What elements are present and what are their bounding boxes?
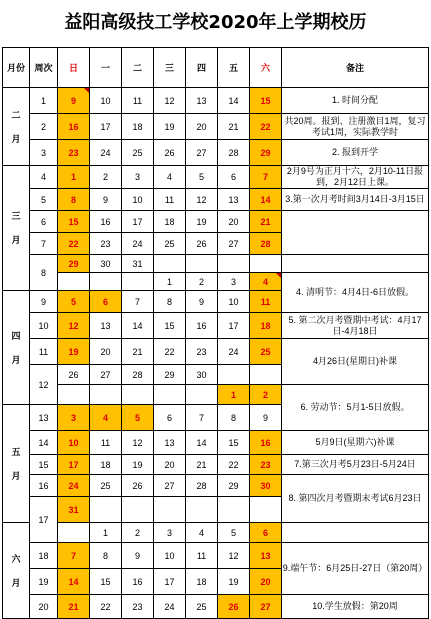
week-number: 2	[30, 114, 58, 140]
day-cell: 25	[250, 339, 282, 365]
day-cell	[250, 365, 282, 385]
week-number: 13	[30, 405, 58, 431]
month-char: 二	[11, 109, 21, 120]
day-cell	[90, 385, 122, 405]
week-number: 6	[30, 211, 58, 233]
day-cell: 4	[250, 273, 282, 291]
day-cell: 26	[186, 233, 218, 255]
day-cell: 29	[154, 365, 186, 385]
month-label	[3, 88, 30, 166]
day-cell: 3	[154, 523, 186, 543]
week-row	[3, 455, 429, 475]
day-cell: 16	[186, 313, 218, 339]
month-char: 六	[11, 553, 21, 564]
day-cell: 25	[90, 475, 122, 497]
day-cell	[186, 385, 218, 405]
day-cell	[122, 273, 154, 291]
week-number: 3	[30, 140, 58, 166]
day-cell: 31	[122, 255, 154, 273]
day-cell: 23	[58, 140, 90, 166]
week-number: 16	[30, 475, 58, 497]
day-cell	[58, 523, 90, 543]
day-cell: 29	[218, 475, 250, 497]
month-char: 月	[11, 235, 21, 245]
day-cell: 20	[154, 455, 186, 475]
day-cell: 8	[154, 291, 186, 313]
day-cell: 18	[122, 114, 154, 140]
day-cell: 14	[218, 88, 250, 114]
week-number: 19	[30, 569, 58, 595]
day-cell: 14	[250, 189, 282, 211]
header-tue: 二	[122, 48, 154, 88]
day-cell: 18	[154, 211, 186, 233]
note-cell	[282, 523, 429, 543]
header-week: 周次	[30, 48, 58, 88]
week-row	[3, 339, 429, 365]
day-cell: 22	[250, 114, 282, 140]
day-cell: 6	[218, 166, 250, 189]
month-char: 月	[11, 354, 21, 365]
week-number: 18	[30, 543, 58, 569]
day-cell: 9	[250, 405, 282, 431]
calendar-body	[3, 88, 429, 619]
week-row	[3, 255, 429, 273]
day-cell: 3	[122, 166, 154, 189]
day-cell: 28	[218, 140, 250, 166]
note-cell: 4. 清明节：4月4日-6日放假。	[282, 273, 429, 313]
day-cell: 22	[58, 233, 90, 255]
month-char: 月	[11, 577, 21, 588]
note-cell: 2月9号为正月十六，2月10-11日报到，2月12日上课。	[282, 166, 429, 189]
day-cell	[122, 497, 154, 523]
day-cell: 14	[186, 431, 218, 455]
header-wed: 三	[154, 48, 186, 88]
week-number: 4	[30, 166, 58, 189]
day-cell: 10	[154, 543, 186, 569]
day-cell: 16	[122, 569, 154, 595]
day-cell: 26	[58, 365, 90, 385]
day-cell: 7	[186, 405, 218, 431]
day-cell	[218, 497, 250, 523]
day-cell: 14	[122, 313, 154, 339]
day-cell	[250, 497, 282, 523]
week-row	[3, 543, 429, 569]
header-thu: 四	[186, 48, 218, 88]
month-char: 三	[11, 211, 21, 221]
day-cell: 19	[58, 339, 90, 365]
day-cell: 18	[186, 569, 218, 595]
note-cell: 3.第一次月考时间3月14日-3月15日	[282, 189, 429, 211]
day-cell: 5	[122, 405, 154, 431]
note-cell: 8. 第四次月考暨期末考试6月23日	[282, 475, 429, 523]
day-cell: 17	[218, 313, 250, 339]
day-cell: 21	[218, 114, 250, 140]
day-cell: 17	[154, 569, 186, 595]
day-cell: 20	[218, 211, 250, 233]
day-cell: 5	[186, 166, 218, 189]
day-cell: 15	[90, 569, 122, 595]
day-cell: 10	[218, 291, 250, 313]
day-cell: 27	[218, 233, 250, 255]
note-cell	[282, 255, 429, 273]
week-row	[3, 211, 429, 233]
day-cell: 24	[154, 595, 186, 619]
day-cell: 19	[122, 455, 154, 475]
day-cell: 25	[154, 233, 186, 255]
day-cell: 17	[122, 211, 154, 233]
month-label	[3, 405, 30, 523]
header-row	[3, 48, 429, 88]
day-cell: 15	[58, 211, 90, 233]
day-cell: 11	[154, 189, 186, 211]
day-cell: 17	[90, 114, 122, 140]
header-month: 月份	[3, 48, 30, 88]
week-number: 8	[30, 255, 58, 291]
week-row	[3, 431, 429, 455]
day-cell: 21	[122, 339, 154, 365]
week-number: 15	[30, 455, 58, 475]
day-cell: 9	[122, 543, 154, 569]
month-char: 月	[11, 470, 21, 481]
week-number: 5	[30, 189, 58, 211]
day-cell: 12	[154, 88, 186, 114]
day-cell: 20	[90, 339, 122, 365]
day-cell: 13	[186, 88, 218, 114]
day-cell: 12	[122, 431, 154, 455]
day-cell: 10	[58, 431, 90, 455]
note-cell: 10.学生放假：第20周	[282, 595, 429, 619]
day-cell: 27	[90, 365, 122, 385]
day-cell: 4	[154, 166, 186, 189]
day-cell: 11	[186, 543, 218, 569]
day-cell	[154, 385, 186, 405]
note-cell: 4月26日(星期日)补课	[282, 339, 429, 385]
day-cell: 27	[154, 475, 186, 497]
day-cell: 21	[186, 455, 218, 475]
day-cell: 6	[250, 523, 282, 543]
day-cell: 2	[186, 273, 218, 291]
day-cell: 1	[154, 273, 186, 291]
day-cell	[58, 385, 90, 405]
note-cell	[282, 211, 429, 255]
day-cell: 27	[186, 140, 218, 166]
week-number: 17	[30, 497, 58, 543]
calendar-table	[2, 47, 429, 619]
day-cell	[218, 255, 250, 273]
note-cell: 6. 劳动节：5月1-5日放假。	[282, 385, 429, 431]
month-char: 五	[11, 446, 21, 457]
header-sat: 六	[250, 48, 282, 88]
week-row	[3, 313, 429, 339]
day-cell: 26	[122, 475, 154, 497]
day-cell: 22	[218, 455, 250, 475]
day-cell: 5	[218, 523, 250, 543]
day-cell: 5	[58, 291, 90, 313]
month-label	[3, 523, 30, 619]
month-char: 四	[11, 330, 21, 341]
day-cell: 15	[154, 313, 186, 339]
day-cell: 3	[218, 273, 250, 291]
day-cell: 20	[186, 114, 218, 140]
day-cell: 23	[250, 455, 282, 475]
day-cell: 19	[186, 211, 218, 233]
day-cell: 18	[250, 313, 282, 339]
header-mon: 一	[90, 48, 122, 88]
header-sun: 日	[58, 48, 90, 88]
day-cell: 7	[122, 291, 154, 313]
day-cell	[154, 255, 186, 273]
day-cell: 12	[58, 313, 90, 339]
day-cell: 24	[122, 233, 154, 255]
day-cell	[90, 273, 122, 291]
day-cell: 10	[90, 88, 122, 114]
day-cell: 28	[250, 233, 282, 255]
day-cell: 1	[90, 523, 122, 543]
note-cell: 2. 报到开学	[282, 140, 429, 166]
day-cell: 28	[186, 475, 218, 497]
week-number: 10	[30, 313, 58, 339]
day-cell: 12	[218, 543, 250, 569]
day-cell: 3	[58, 405, 90, 431]
day-cell: 17	[58, 455, 90, 475]
day-cell: 8	[90, 543, 122, 569]
day-cell: 1	[218, 385, 250, 405]
day-cell: 6	[90, 291, 122, 313]
note-cell: 9.端午节：6月25日-27日（第20周）	[282, 543, 429, 595]
day-cell: 11	[90, 431, 122, 455]
day-cell: 4	[90, 405, 122, 431]
day-cell: 24	[58, 475, 90, 497]
week-row	[3, 595, 429, 619]
day-cell: 21	[250, 211, 282, 233]
day-cell: 9	[90, 189, 122, 211]
week-row	[3, 189, 429, 211]
day-cell: 8	[218, 405, 250, 431]
header-fri: 五	[218, 48, 250, 88]
week-number: 20	[30, 595, 58, 619]
note-cell: 7.第三次月考5月23日-5月24日	[282, 455, 429, 475]
day-cell: 29	[250, 140, 282, 166]
day-cell: 15	[250, 88, 282, 114]
day-cell	[250, 255, 282, 273]
week-number: 14	[30, 431, 58, 455]
day-cell: 16	[250, 431, 282, 455]
day-cell: 14	[58, 569, 90, 595]
day-cell: 13	[90, 313, 122, 339]
week-number: 9	[30, 291, 58, 313]
week-row	[3, 88, 429, 114]
month-label	[3, 166, 30, 291]
day-cell: 22	[154, 339, 186, 365]
day-cell: 23	[90, 233, 122, 255]
week-row	[3, 523, 429, 543]
day-cell: 13	[154, 431, 186, 455]
day-cell: 6	[154, 405, 186, 431]
day-cell	[186, 497, 218, 523]
week-row	[3, 114, 429, 140]
week-number: 12	[30, 365, 58, 405]
day-cell: 18	[90, 455, 122, 475]
week-row	[3, 166, 429, 189]
day-cell: 2	[90, 166, 122, 189]
day-cell: 23	[186, 339, 218, 365]
day-cell: 26	[154, 140, 186, 166]
day-cell: 7	[58, 543, 90, 569]
day-cell: 21	[58, 595, 90, 619]
week-row	[3, 475, 429, 497]
day-cell: 25	[122, 140, 154, 166]
note-cell: 5. 第二次月考暨期中考试：4月17日-4月18日	[282, 313, 429, 339]
day-cell: 16	[58, 114, 90, 140]
day-cell: 30	[186, 365, 218, 385]
day-cell: 22	[90, 595, 122, 619]
day-cell: 20	[250, 569, 282, 595]
page-title: 益阳高级技工学校2020年上学期校历	[64, 12, 367, 33]
day-cell: 19	[154, 114, 186, 140]
week-number: 7	[30, 233, 58, 255]
day-cell: 8	[58, 189, 90, 211]
header-notes: 备注	[282, 48, 429, 88]
day-cell	[218, 365, 250, 385]
week-number: 1	[30, 88, 58, 114]
day-cell: 15	[218, 431, 250, 455]
day-cell: 24	[90, 140, 122, 166]
month-label	[3, 291, 30, 405]
week-row	[3, 140, 429, 166]
day-cell: 12	[186, 189, 218, 211]
day-cell: 9	[58, 88, 90, 114]
day-cell: 1	[58, 166, 90, 189]
day-cell: 13	[218, 189, 250, 211]
week-number: 11	[30, 339, 58, 365]
month-char: 月	[11, 133, 21, 144]
day-cell: 19	[218, 569, 250, 595]
day-cell: 29	[58, 255, 90, 273]
day-cell: 28	[122, 365, 154, 385]
day-cell: 27	[250, 595, 282, 619]
day-cell	[154, 497, 186, 523]
week-row	[3, 385, 429, 405]
day-cell: 23	[122, 595, 154, 619]
day-cell: 24	[218, 339, 250, 365]
day-cell: 9	[186, 291, 218, 313]
day-cell: 26	[218, 595, 250, 619]
day-cell: 11	[122, 88, 154, 114]
day-cell: 31	[58, 497, 90, 523]
day-cell	[186, 255, 218, 273]
note-cell: 5月9日(星期六)补课	[282, 431, 429, 455]
week-row	[3, 273, 429, 291]
day-cell	[90, 497, 122, 523]
note-cell: 共20周。报到、注册激目1周，复习考试1周，实际教学时	[282, 114, 429, 140]
day-cell	[58, 273, 90, 291]
day-cell: 30	[90, 255, 122, 273]
day-cell: 2	[122, 523, 154, 543]
day-cell: 7	[250, 166, 282, 189]
day-cell	[122, 385, 154, 405]
day-cell: 4	[186, 523, 218, 543]
day-cell: 16	[90, 211, 122, 233]
day-cell: 2	[250, 385, 282, 405]
day-cell: 11	[250, 291, 282, 313]
note-cell: 1. 时间分配	[282, 88, 429, 114]
day-cell: 25	[186, 595, 218, 619]
day-cell: 10	[122, 189, 154, 211]
day-cell: 13	[250, 543, 282, 569]
day-cell: 30	[250, 475, 282, 497]
